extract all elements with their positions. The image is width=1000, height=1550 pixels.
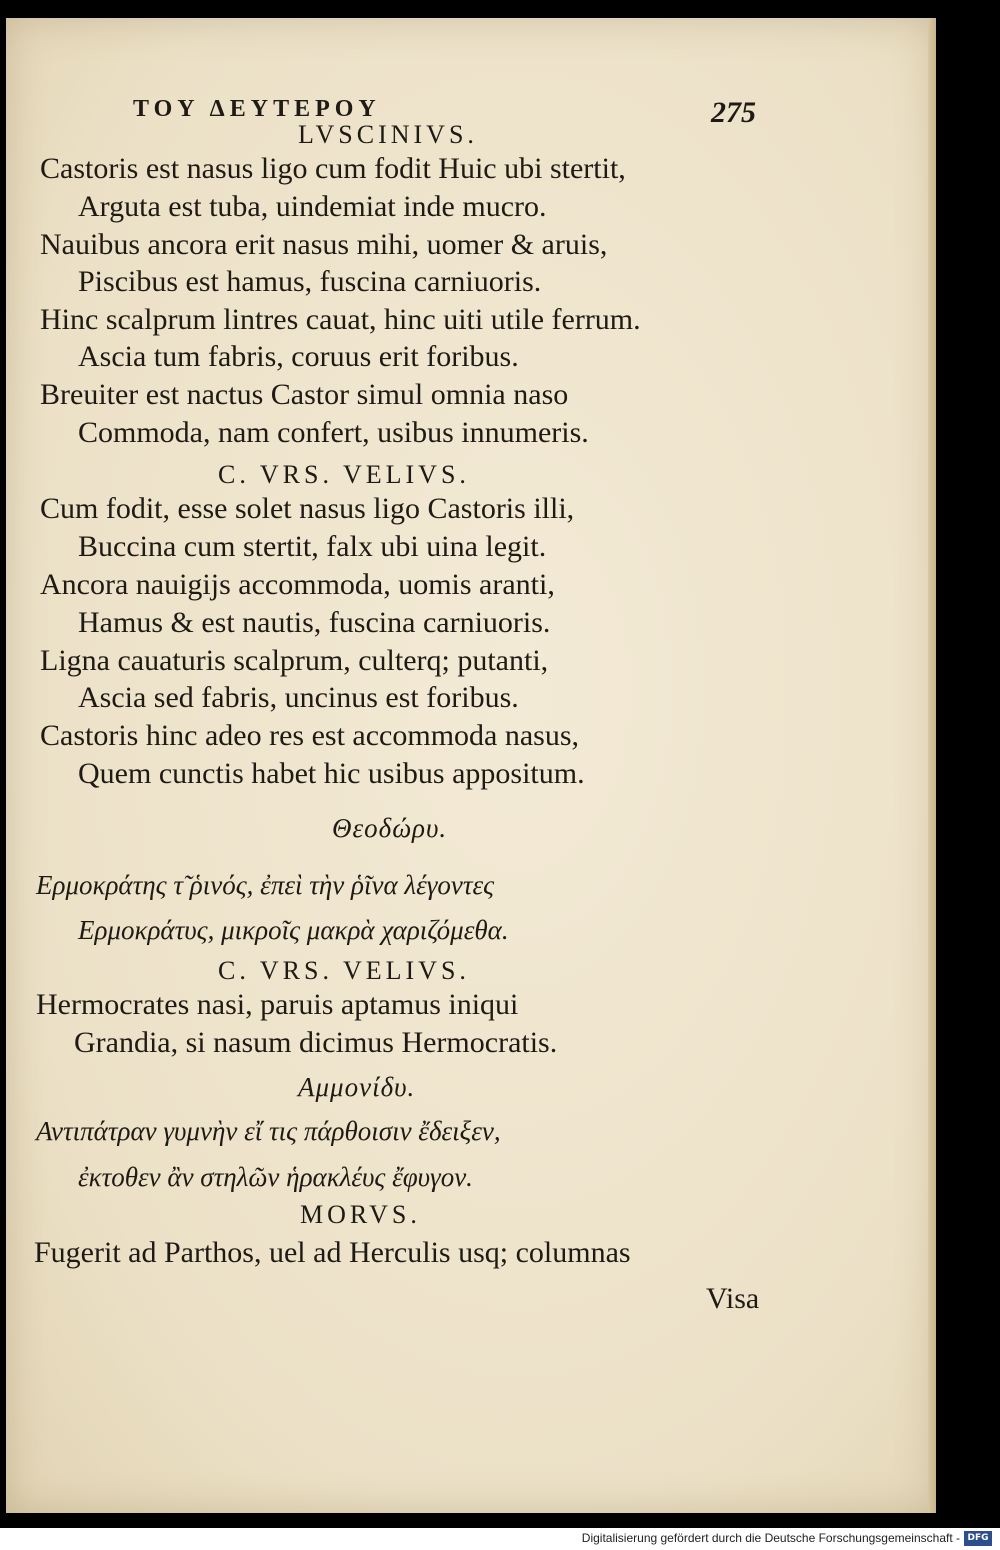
greek-verse-line: Ερμοκράτης τ̃ ῥινός, ἐπεὶ τὴν ῥῖνα λέγοντες bbox=[36, 870, 495, 900]
verse-line: Ascia tum fabris, coruus erit foribus. bbox=[78, 340, 519, 373]
section-heading-morus: MORVS. bbox=[300, 1200, 421, 1229]
verse-line: Quem cunctis habet hic usibus appositum. bbox=[78, 757, 585, 790]
verse-line: Grandia, si nasum dicimus Hermocratis. bbox=[74, 1026, 558, 1059]
verse-line: Hermocrates nasi, paruis aptamus iniqui bbox=[36, 988, 519, 1021]
verse-line: Cum fodit, esse solet nasus ligo Castoris illi, bbox=[40, 492, 575, 525]
verse-line: Piscibus est hamus, fuscina carniuoris. bbox=[78, 265, 542, 298]
greek-verse-line: Ερμοκράτυς, μικροῖς μακρὰ χαριζόμεθα. bbox=[78, 915, 509, 945]
verse-line: Buccina cum stertit, falx ubi uina legit. bbox=[78, 530, 547, 563]
dfg-logo-icon[interactable]: DFG bbox=[964, 1531, 992, 1546]
verse-line: Ascia sed fabris, uncinus est foribus. bbox=[78, 681, 519, 714]
verse-line: Fugerit ad Parthos, uel ad Herculis usq; columnas bbox=[34, 1236, 631, 1269]
running-head: TOY ΔEYTEPOY bbox=[133, 96, 381, 122]
verse-line: Ancora nauigijs accommoda, uomis aranti, bbox=[40, 568, 555, 601]
section-heading-luscinius: LVSCINIVS. bbox=[298, 120, 478, 149]
digitization-footer bbox=[0, 1528, 1000, 1550]
section-heading-velius-2: C. VRS. VELIVS. bbox=[218, 956, 470, 985]
greek-verse-line: Αντιπάτραν γυμνὴν εἴ τις πάρθοισιν ἔδειξεν, bbox=[36, 1116, 501, 1146]
verse-line: Commoda, nam confert, usibus innumeris. bbox=[78, 416, 589, 449]
funding-credit: Digitalisierung gefördert durch die Deutsche Forschungsgemeinschaft - bbox=[581, 1531, 960, 1545]
section-heading-theodorou: Θεοδώρυ. bbox=[332, 813, 448, 843]
verse-line: Hinc scalprum lintres cauat, hinc uiti utile ferrum. bbox=[40, 303, 641, 336]
verse-line: Arguta est tuba, uindemiat inde mucro. bbox=[78, 190, 547, 223]
verse-line: Ligna cauaturis scalprum, culterq; putanti, bbox=[40, 644, 549, 677]
verse-line: Hamus & est nautis, fuscina carniuoris. bbox=[78, 606, 551, 639]
book-page bbox=[6, 18, 936, 1513]
section-heading-ammonidou: Αμμονίδυ. bbox=[298, 1072, 416, 1102]
catchword: Visa bbox=[706, 1282, 760, 1315]
section-heading-velius: C. VRS. VELIVS. bbox=[218, 460, 470, 489]
verse-line: Castoris hinc adeo res est accommoda nasus, bbox=[40, 719, 580, 752]
verse-line: Breuiter est nactus Castor simul omnia naso bbox=[40, 378, 569, 411]
verse-line: Nauibus ancora erit nasus mihi, uomer & aruis, bbox=[40, 228, 608, 261]
greek-verse-line: ἐκτοθεν ἂν στηλῶν ἡρακλέυς ἔφυγον. bbox=[78, 1162, 473, 1192]
page-number: 275 bbox=[711, 96, 756, 129]
page-edge bbox=[928, 18, 936, 1513]
verse-line: Castoris est nasus ligo cum fodit Huic ubi stertit, bbox=[40, 152, 626, 185]
